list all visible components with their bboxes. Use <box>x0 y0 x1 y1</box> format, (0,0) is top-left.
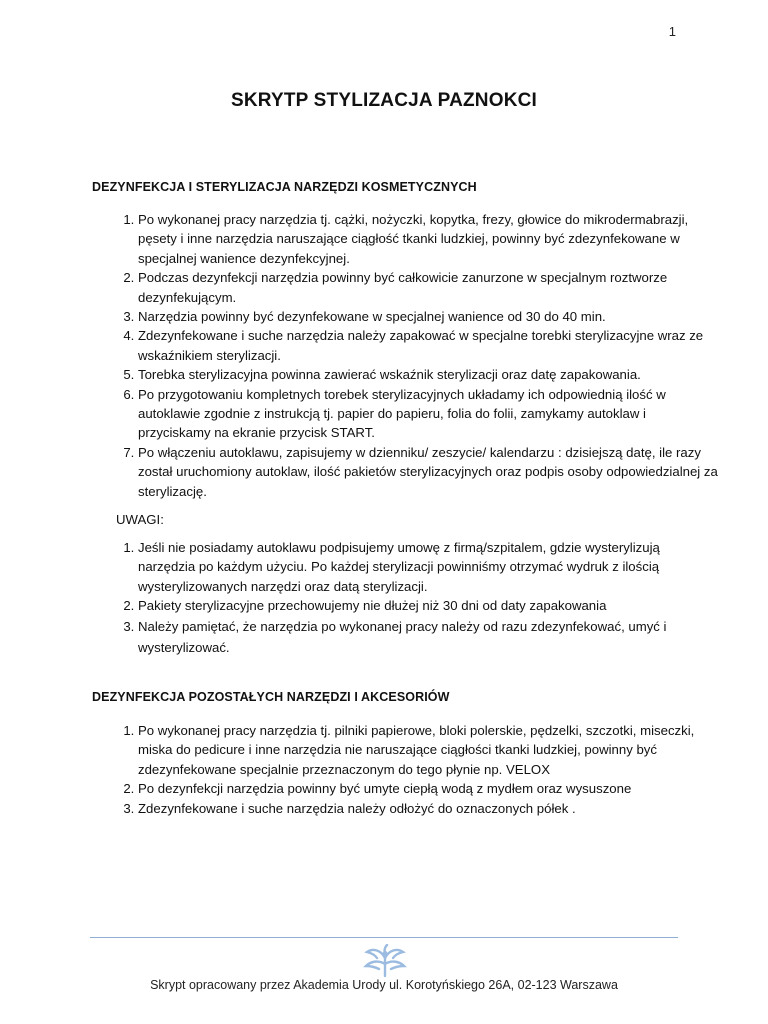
footer-address: Skrypt opracowany przez Akademia Urody ul. Korotyńskiego 26A, 02-123 Warszawa <box>150 978 618 992</box>
list-item: 5. Torebka sterylizacyjna powinna zawierać wskaźnik sterylizacji oraz datę zapakowania. <box>138 365 718 384</box>
section-heading-other-tools: DEZYNFEKCJA POZOSTAŁYCH NARZĘDZI I AKCESORIÓW <box>92 690 450 704</box>
sterilization-list <box>106 210 718 501</box>
section-heading-sterilization: DEZYNFEKCJA I STERYLIZACJA NARZĘDZI KOSMETYCZNYCH <box>92 180 477 194</box>
page-number: 1 <box>668 24 676 39</box>
notes-label: UWAGI: <box>116 512 164 527</box>
list-item: 3. Należy pamiętać, że narzędzia po wykonanej pracy należy od razu zdezynfekować, umyć i wysterylizować. <box>138 616 718 658</box>
list-item: 7. Po włączeniu autoklawu, zapisujemy w dzienniku/ zeszycie/ kalendarzu : dzisiejszą datę, ile razy został uruchomiony autoklaw, ilość pakietów sterylizacyjnych oraz podpis osoby odpowiedzialnej za sterylizację. <box>138 443 718 501</box>
list-item: 3. Narzędzia powinny być dezynfekowane w specjalnej wanience od 30 do 40 min. <box>138 307 718 326</box>
floral-logo-icon <box>357 944 413 978</box>
list-item: 4. Zdezynfekowane i suche narzędzia należy zapakować w specjalne torebki sterylizacyjne wraz ze wskaźnikiem sterylizacji. <box>138 326 718 365</box>
list-item: 2. Podczas dezynfekcji narzędzia powinny być całkowicie zanurzone w specjalnym roztworze dezynfekującym. <box>138 268 718 307</box>
other-tools-list <box>106 721 718 818</box>
list-item: 1. Po wykonanej pracy narzędzia tj. pilniki papierowe, bloki polerskie, pędzelki, szczotki, miseczki, miska do pedicure i inne narzędzia nie naruszające ciągłości tkanki ludzkiej, powinny być zdezynfekowane specjalnie przeznaczonym do tego płynie np. VELOX <box>138 721 718 779</box>
list-item: 1. Po wykonanej pracy narzędzia tj. cążki, nożyczki, kopytka, frezy, głowice do mikrodermabrazji, pęsety i inne narzędzia naruszające ciągłość tkanki ludzkiej, powinny być zdezynfekowane w specjalnej wanience dezynfekcyjnej. <box>138 210 718 268</box>
document-title: SKRYTP STYLIZACJA PAZNOKCI <box>230 90 538 111</box>
footer-divider <box>90 937 678 938</box>
list-item: 1. Jeśli nie posiadamy autoklawu podpisujemy umowę z firmą/szpitalem, gdzie wysterylizują narzędzia po każdym użyciu. Po każdej sterylizacji powinniśmy otrzymać wydruk z ilością wysterylizowanych narzędzi oraz datą sterylizacji. <box>138 538 718 596</box>
list-item: 3. Zdezynfekowane i suche narzędzia należy odłożyć do oznaczonych półek . <box>138 799 718 818</box>
list-item: 2. Po dezynfekcji narzędzia powinny być umyte ciepłą wodą z mydłem oraz wysuszone <box>138 779 718 798</box>
notes-list <box>106 538 718 658</box>
list-item: 6. Po przygotowaniu kompletnych torebek sterylizacyjnych układamy ich odpowiednią ilość w autoklawie zgodnie z instrukcją tj. papier do papieru, folia do folii, zamykamy autoklaw i przyciskamy na ekranie przycisk START. <box>138 385 718 443</box>
list-item: 2. Pakiety sterylizacyjne przechowujemy nie dłużej niż 30 dni od daty zapakowania <box>138 596 718 615</box>
